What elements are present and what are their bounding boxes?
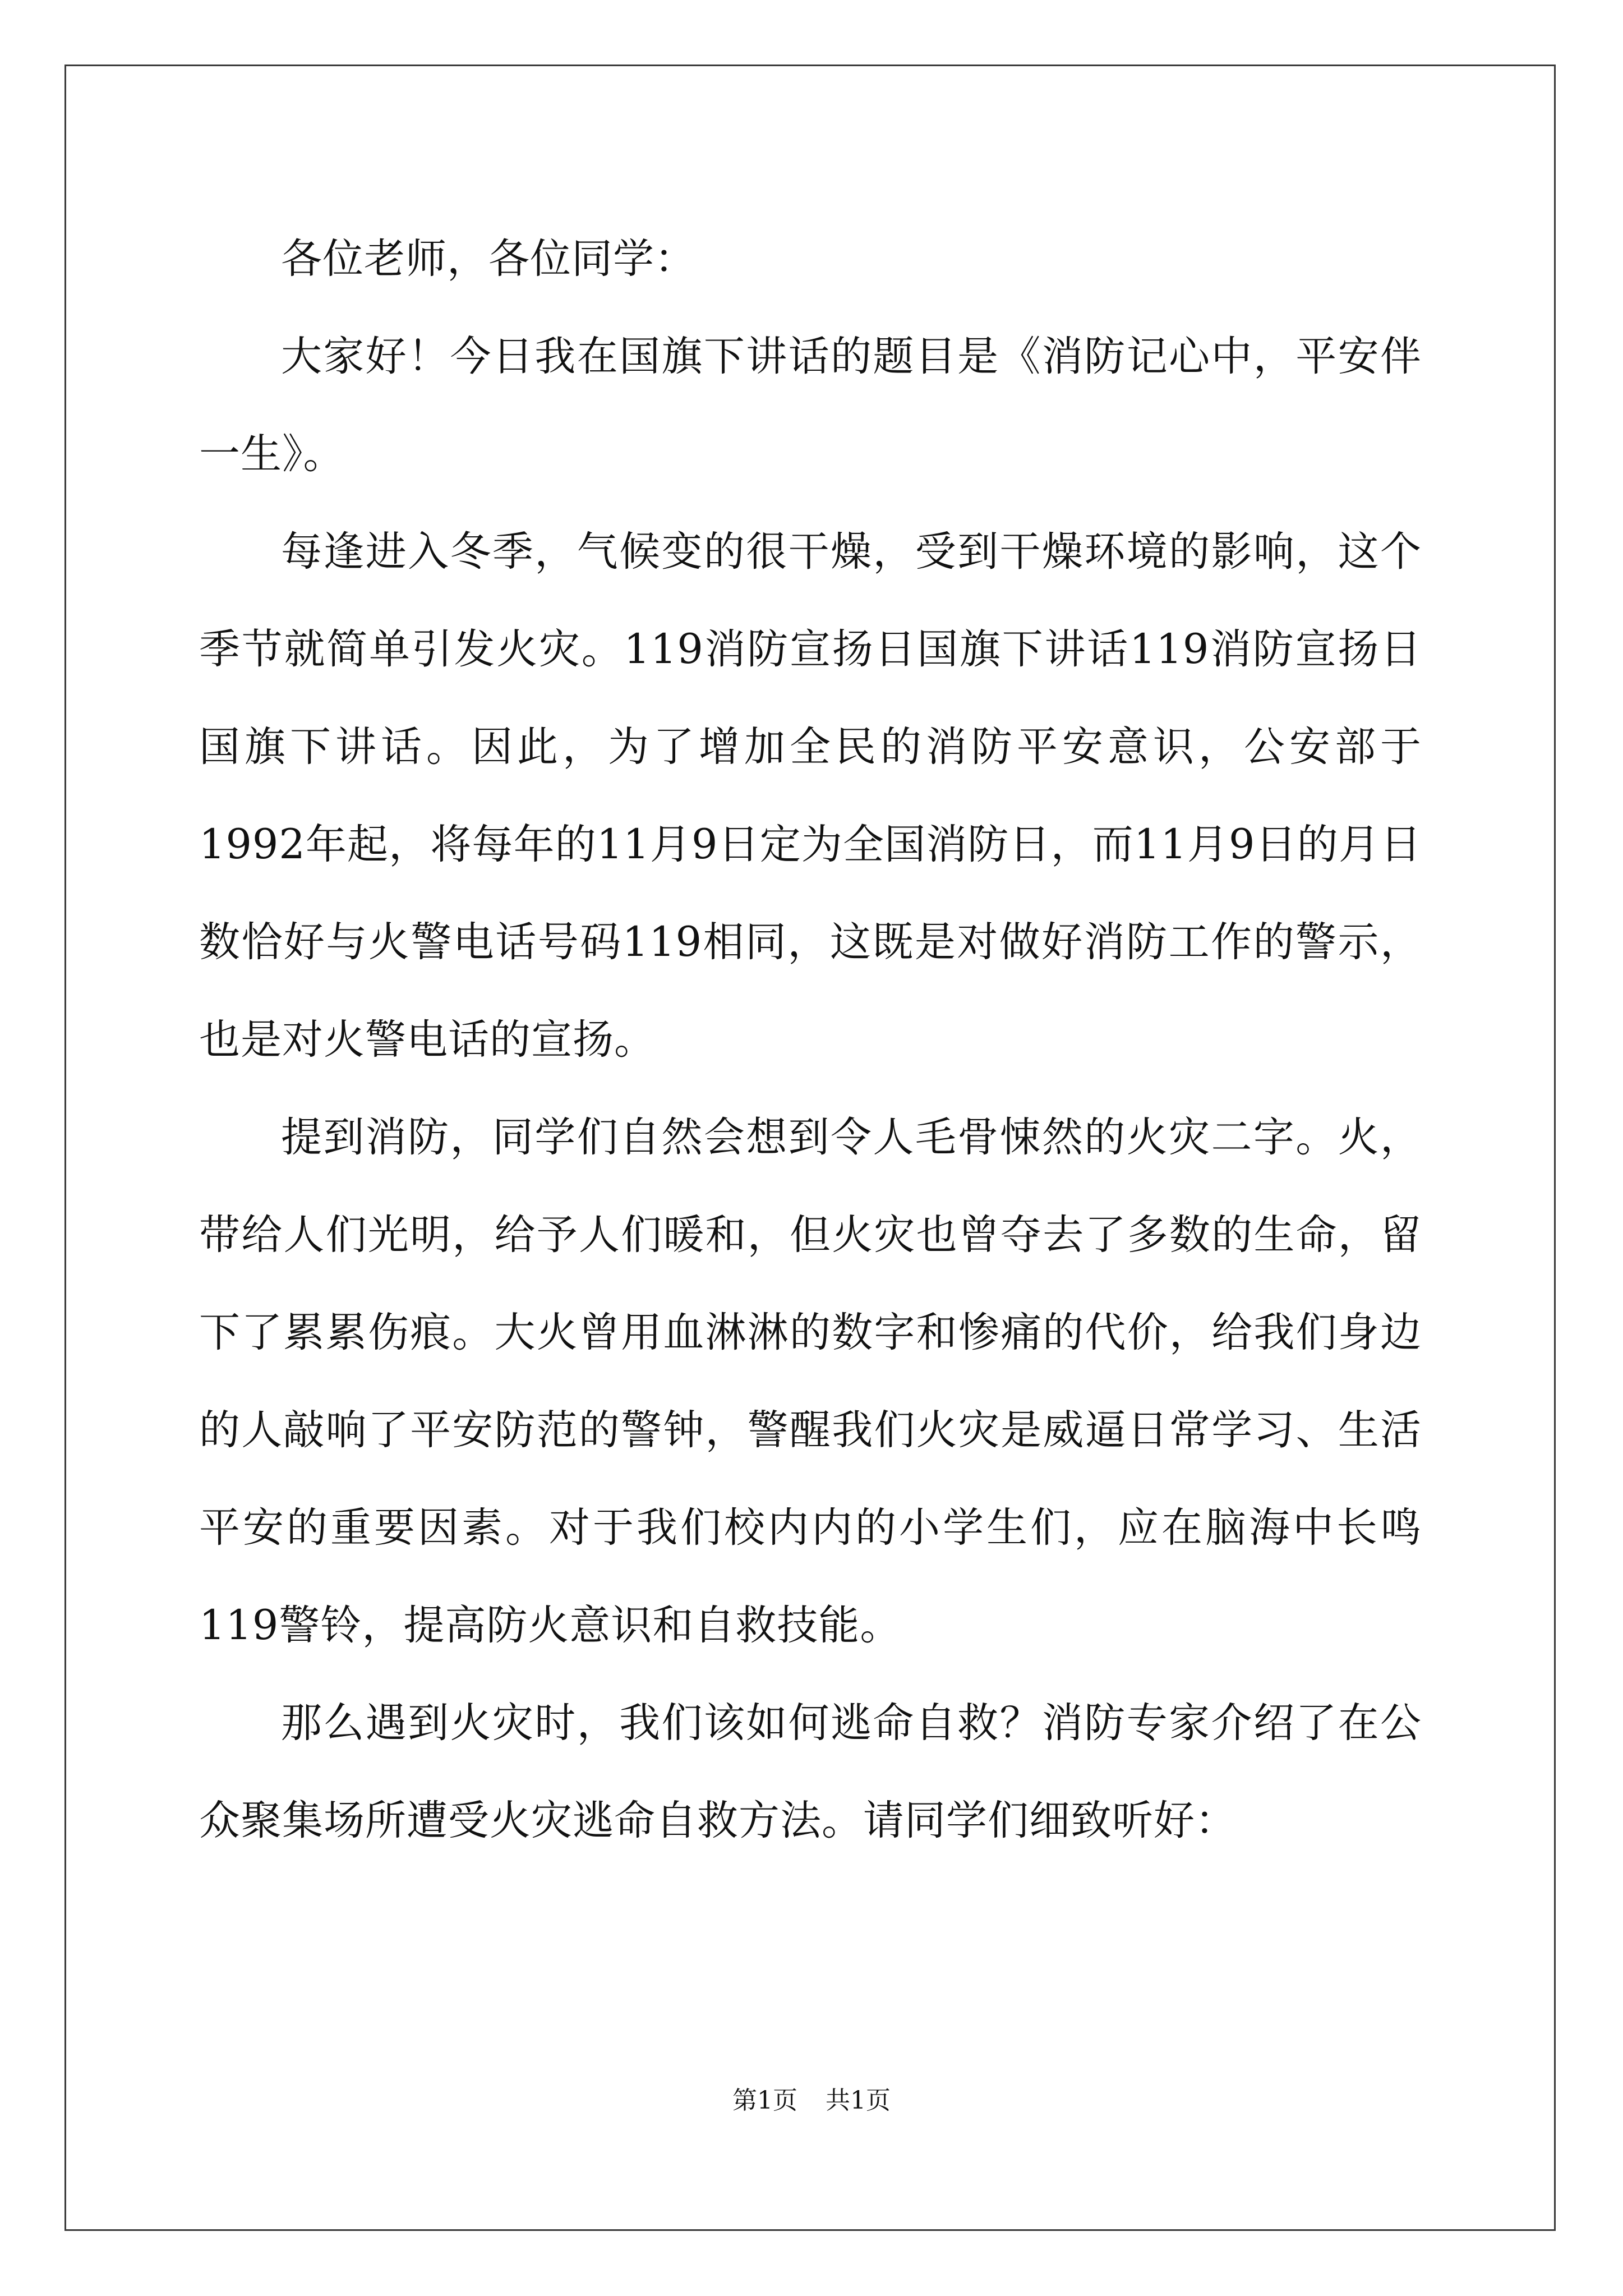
paragraph-fire-danger: 提到消防，同学们自然会想到令人毛骨悚然的火灾二字。火，带给人们光明，给予人们暖和，但火灾也曾夺去了多数的生命，留下了累累伤痕。大火曾用血淋淋的数字和惨痛的代价，给我们身边的人敲响了平安防范的警钟，警醒我们火灾是威逼日常学习、生活平安的重要因素。对于我们校内内的小学生们，应在脑海中长鸣119警铃，提高防火意识和自救技能。 — [199, 1114, 1422, 1649]
document-body — [199, 210, 1422, 1870]
paragraph-escape: 那么遇到火灾时，我们该如何逃命自救？消防专家介绍了在公众聚集场所遭受火灾逃命自救方法。请同学们细致听好： — [199, 1699, 1422, 1844]
paragraph-greeting: 各位老师，各位同学： — [281, 235, 696, 283]
page-number: 第1页 — [732, 2086, 797, 2115]
paragraph-intro: 大家好！今日我在国旗下讲话的题目是《消防记心中，平安伴一生》。 — [199, 333, 1422, 478]
page-footer — [0, 2080, 1623, 2116]
paragraph-fire-day: 每逢进入冬季，气候变的很干燥，受到干燥环境的影响，这个季节就简单引发火灾。119消防宣扬日国旗下讲话119消防宣扬日国旗下讲话。因此，为了增加全民的消防平安意识，公安部于1992年起，将每年的11月9日定为全国消防日，而11月9日的月日数恰好与火警电话号码119相同，这既是对做好消防工作的警示，也是对火警电话的宣扬。 — [199, 528, 1422, 1064]
page-total: 共1页 — [826, 2086, 891, 2115]
